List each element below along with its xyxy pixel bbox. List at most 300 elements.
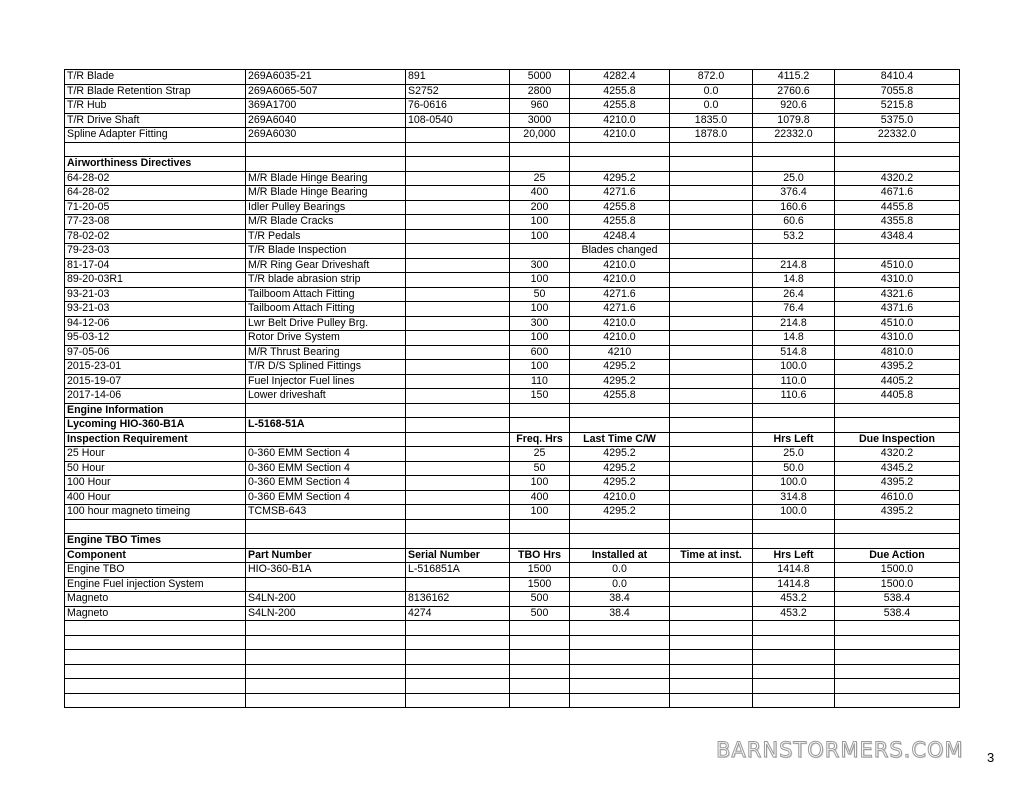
table-row (65, 360, 960, 375)
table-cell (753, 650, 835, 665)
table-cell: S2752 (406, 84, 510, 99)
table-cell: 97-05-06 (65, 345, 246, 360)
table-cell (510, 693, 570, 708)
table-cell: 300 (510, 316, 570, 331)
table-cell: Engine TBO Times (65, 534, 246, 549)
table-cell (65, 679, 246, 694)
table-cell: 4320.2 (835, 171, 960, 186)
table-cell: 4255.8 (570, 99, 670, 114)
table-cell (753, 679, 835, 694)
table-cell: 108-0540 (406, 113, 510, 128)
table-cell: Serial Number (406, 548, 510, 563)
table-row (65, 606, 960, 621)
table-cell: 8410.4 (835, 70, 960, 85)
table-cell (406, 635, 510, 650)
table-cell: 0-360 EMM Section 4 (246, 461, 406, 476)
table-cell (670, 258, 753, 273)
table-cell: 4255.8 (570, 84, 670, 99)
table-cell: 1500 (510, 563, 570, 578)
table-cell: 1414.8 (753, 577, 835, 592)
table-cell (510, 650, 570, 665)
table-cell: 160.6 (753, 200, 835, 215)
table-cell (406, 389, 510, 404)
table-cell (406, 186, 510, 201)
table-cell (570, 142, 670, 157)
table-cell (835, 693, 960, 708)
table-cell: 93-21-03 (65, 302, 246, 317)
table-cell: 94-12-06 (65, 316, 246, 331)
table-cell: Part Number (246, 548, 406, 563)
table-cell (406, 418, 510, 433)
table-cell: 269A6040 (246, 113, 406, 128)
table-cell (570, 519, 670, 534)
table-cell: 4295.2 (570, 374, 670, 389)
table-cell (753, 693, 835, 708)
table-cell (406, 461, 510, 476)
table-cell (406, 287, 510, 302)
table-cell: 14.8 (753, 331, 835, 346)
table-cell (570, 621, 670, 636)
table-cell: L-5168-51A (246, 418, 406, 433)
table-cell (406, 519, 510, 534)
table-cell: 4310.0 (835, 331, 960, 346)
table-cell: 4210.0 (570, 113, 670, 128)
table-cell: T/R Blade (65, 70, 246, 85)
table-cell (753, 635, 835, 650)
table-row (65, 418, 960, 433)
table-cell (570, 635, 670, 650)
table-cell (406, 664, 510, 679)
table-cell (753, 664, 835, 679)
table-cell: 3000 (510, 113, 570, 128)
table-cell (246, 650, 406, 665)
table-cell: 81-17-04 (65, 258, 246, 273)
table-row (65, 505, 960, 520)
table-cell (835, 157, 960, 172)
table-cell: Engine Fuel injection System (65, 577, 246, 592)
table-cell (670, 534, 753, 549)
table-cell: 269A6035-21 (246, 70, 406, 85)
table-cell: Freq. Hrs (510, 432, 570, 447)
table-cell: 514.8 (753, 345, 835, 360)
table-cell: 538.4 (835, 606, 960, 621)
table-cell: 4115.2 (753, 70, 835, 85)
table-cell: 100 (510, 360, 570, 375)
table-cell: 2015-23-01 (65, 360, 246, 375)
table-cell: Idler Pulley Bearings (246, 200, 406, 215)
watermark-text: BARNSTORMERS.COM (716, 738, 964, 762)
table-cell: 500 (510, 592, 570, 607)
table-cell: T/R Blade Retention Strap (65, 84, 246, 99)
table-cell: 50 Hour (65, 461, 246, 476)
table-cell: 376.4 (753, 186, 835, 201)
table-cell: 872.0 (670, 70, 753, 85)
table-cell (406, 215, 510, 230)
table-cell: 4295.2 (570, 360, 670, 375)
table-row (65, 447, 960, 462)
table-cell: 269A6030 (246, 128, 406, 143)
table-cell: Inspection Requirement (65, 432, 246, 447)
table-cell: 4210.0 (570, 258, 670, 273)
table-cell: 4274 (406, 606, 510, 621)
table-cell (670, 606, 753, 621)
table-cell (835, 534, 960, 549)
table-cell (670, 432, 753, 447)
table-cell (406, 345, 510, 360)
table-cell: Due Inspection (835, 432, 960, 447)
table-cell: 50.0 (753, 461, 835, 476)
table-cell (670, 374, 753, 389)
table-cell: 4271.6 (570, 186, 670, 201)
table-cell (406, 621, 510, 636)
table-row (65, 519, 960, 534)
table-cell: Lycoming HIO-360-B1A (65, 418, 246, 433)
table-row (65, 374, 960, 389)
table-cell (670, 635, 753, 650)
table-cell: 14.8 (753, 273, 835, 288)
table-cell (835, 403, 960, 418)
table-cell (406, 244, 510, 259)
table-cell: T/R Blade Inspection (246, 244, 406, 259)
table-cell (65, 142, 246, 157)
table-cell: 110 (510, 374, 570, 389)
table-cell: 2800 (510, 84, 570, 99)
table-cell (670, 650, 753, 665)
table-cell: 4321.6 (835, 287, 960, 302)
table-cell: 71-20-05 (65, 200, 246, 215)
table-cell (510, 621, 570, 636)
table-cell: 25.0 (753, 171, 835, 186)
table-cell: Spline Adapter Fitting (65, 128, 246, 143)
table-cell: Time at inst. (670, 548, 753, 563)
table-cell (65, 650, 246, 665)
table-cell: 25 Hour (65, 447, 246, 462)
table-cell (570, 157, 670, 172)
table-cell (510, 635, 570, 650)
table-cell: 25 (510, 447, 570, 462)
table-row (65, 592, 960, 607)
table-row (65, 215, 960, 230)
table-cell (406, 693, 510, 708)
table-cell: 4255.8 (570, 389, 670, 404)
table-cell: Component (65, 548, 246, 563)
table-cell (670, 461, 753, 476)
table-cell (570, 664, 670, 679)
table-cell (835, 418, 960, 433)
table-cell: 4671.6 (835, 186, 960, 201)
table-cell: 22332.0 (753, 128, 835, 143)
table-cell: 0.0 (670, 99, 753, 114)
table-cell: 4210.0 (570, 331, 670, 346)
table-cell: 4295.2 (570, 171, 670, 186)
table-cell: Tailboom Attach Fitting (246, 287, 406, 302)
table-row (65, 70, 960, 85)
table-cell (835, 664, 960, 679)
table-cell: 100 (510, 331, 570, 346)
table-cell (753, 621, 835, 636)
table-cell (406, 258, 510, 273)
table-row (65, 635, 960, 650)
table-cell: Last Time C/W (570, 432, 670, 447)
table-cell: 8136162 (406, 592, 510, 607)
table-cell: 4210.0 (570, 128, 670, 143)
table-cell (406, 360, 510, 375)
table-cell (406, 534, 510, 549)
table-row (65, 157, 960, 172)
table-cell: Fuel Injector Fuel lines (246, 374, 406, 389)
table-cell: 0-360 EMM Section 4 (246, 476, 406, 491)
table-cell: Rotor Drive System (246, 331, 406, 346)
table-cell: 920.6 (753, 99, 835, 114)
table-row (65, 258, 960, 273)
table-cell: 2760.6 (753, 84, 835, 99)
table-row (65, 287, 960, 302)
table-cell (246, 519, 406, 534)
table-cell: 50 (510, 287, 570, 302)
table-cell (835, 679, 960, 694)
table-cell (670, 418, 753, 433)
table-cell: 4510.0 (835, 258, 960, 273)
table-row (65, 316, 960, 331)
table-cell: 4395.2 (835, 360, 960, 375)
table-row (65, 548, 960, 563)
table-cell: 77-23-08 (65, 215, 246, 230)
table-cell: 5215.8 (835, 99, 960, 114)
table-cell (246, 403, 406, 418)
table-cell: 64-28-02 (65, 186, 246, 201)
table-cell (753, 244, 835, 259)
table-cell (753, 157, 835, 172)
table-cell (753, 418, 835, 433)
table-cell (570, 650, 670, 665)
table-cell: 150 (510, 389, 570, 404)
table-cell (65, 635, 246, 650)
table-cell (753, 403, 835, 418)
table-row (65, 664, 960, 679)
table-cell (670, 287, 753, 302)
table-cell: 538.4 (835, 592, 960, 607)
table-cell: 0-360 EMM Section 4 (246, 490, 406, 505)
table-cell: 100 (510, 505, 570, 520)
table-cell (670, 447, 753, 462)
table-row (65, 142, 960, 157)
table-cell: 4455.8 (835, 200, 960, 215)
table-cell: 4271.6 (570, 302, 670, 317)
table-cell (246, 621, 406, 636)
table-cell: 100 (510, 476, 570, 491)
table-cell: 300 (510, 258, 570, 273)
table-row (65, 490, 960, 505)
table-cell: Hrs Left (753, 548, 835, 563)
table-cell: 400 (510, 186, 570, 201)
table-cell: 100 Hour (65, 476, 246, 491)
table-cell: M/R Thrust Bearing (246, 345, 406, 360)
table-cell (65, 664, 246, 679)
table-cell (835, 519, 960, 534)
table-row (65, 244, 960, 259)
table-row (65, 273, 960, 288)
table-row (65, 345, 960, 360)
table-cell: 38.4 (570, 592, 670, 607)
table-cell: 0-360 EMM Section 4 (246, 447, 406, 462)
table-row (65, 186, 960, 201)
table-cell (406, 273, 510, 288)
table-cell: 500 (510, 606, 570, 621)
table-cell (510, 664, 570, 679)
table-row (65, 302, 960, 317)
table-cell: 53.2 (753, 229, 835, 244)
table-cell (246, 693, 406, 708)
table-row (65, 200, 960, 215)
table-cell: 0.0 (570, 577, 670, 592)
table-cell (406, 316, 510, 331)
table-cell: 1500 (510, 577, 570, 592)
table-cell (570, 693, 670, 708)
table-cell: S4LN-200 (246, 606, 406, 621)
table-cell: 110.6 (753, 389, 835, 404)
table-cell (510, 679, 570, 694)
table-row (65, 679, 960, 694)
table-cell: TBO Hrs (510, 548, 570, 563)
table-cell: 2017-14-06 (65, 389, 246, 404)
table-cell (406, 128, 510, 143)
table-row (65, 171, 960, 186)
table-cell: 1414.8 (753, 563, 835, 578)
table-row (65, 113, 960, 128)
table-cell: 1079.8 (753, 113, 835, 128)
table-cell (753, 519, 835, 534)
table-cell (670, 505, 753, 520)
table-cell: 79-23-03 (65, 244, 246, 259)
table-cell: T/R Hub (65, 99, 246, 114)
table-cell (406, 200, 510, 215)
table-cell (246, 142, 406, 157)
table-cell (670, 345, 753, 360)
table-row (65, 331, 960, 346)
table-cell (670, 200, 753, 215)
table-cell (406, 157, 510, 172)
table-cell: 200 (510, 200, 570, 215)
table-cell: 100 (510, 229, 570, 244)
table-cell (246, 534, 406, 549)
table-cell: 1835.0 (670, 113, 753, 128)
table-cell: 400 (510, 490, 570, 505)
table-cell: T/R D/S Splined Fittings (246, 360, 406, 375)
table-cell (570, 534, 670, 549)
table-cell: M/R Ring Gear Driveshaft (246, 258, 406, 273)
table-cell (510, 534, 570, 549)
table-cell: Due Action (835, 548, 960, 563)
table-cell: Tailboom Attach Fitting (246, 302, 406, 317)
table-cell (570, 679, 670, 694)
table-cell (670, 563, 753, 578)
table-cell: 25 (510, 171, 570, 186)
page-number: 3 (987, 750, 995, 765)
table-row (65, 534, 960, 549)
table-cell: 4210.0 (570, 316, 670, 331)
table-cell: L-516851A (406, 563, 510, 578)
table-cell (670, 186, 753, 201)
table-row (65, 403, 960, 418)
table-cell (406, 447, 510, 462)
table-cell (670, 316, 753, 331)
table-cell: 2015-19-07 (65, 374, 246, 389)
table-cell (246, 577, 406, 592)
table-cell: 4210.0 (570, 273, 670, 288)
table-cell: 93-21-03 (65, 287, 246, 302)
table-row (65, 621, 960, 636)
table-cell (835, 650, 960, 665)
table-cell (406, 403, 510, 418)
table-cell (570, 403, 670, 418)
table-cell (406, 302, 510, 317)
table-cell (406, 374, 510, 389)
table-cell (670, 215, 753, 230)
table-cell: 4295.2 (570, 505, 670, 520)
table-cell: 100 hour magneto timeing (65, 505, 246, 520)
table-cell: 4320.2 (835, 447, 960, 462)
table-cell (510, 519, 570, 534)
table-cell: 25.0 (753, 447, 835, 462)
table-cell: 20,000 (510, 128, 570, 143)
table-cell (670, 389, 753, 404)
table-cell: 100.0 (753, 476, 835, 491)
table-row (65, 84, 960, 99)
table-cell (753, 142, 835, 157)
table-cell: 214.8 (753, 258, 835, 273)
table-cell (835, 635, 960, 650)
table-cell: 4610.0 (835, 490, 960, 505)
table-cell (670, 621, 753, 636)
table-cell: 89-20-03R1 (65, 273, 246, 288)
table-cell: T/R Pedals (246, 229, 406, 244)
table-cell (670, 360, 753, 375)
table-cell: 600 (510, 345, 570, 360)
table-cell: Magneto (65, 592, 246, 607)
maintenance-status-table (64, 69, 960, 708)
table-cell: Engine TBO (65, 563, 246, 578)
table-cell: 4255.8 (570, 215, 670, 230)
table-cell: 4405.2 (835, 374, 960, 389)
table-cell (246, 157, 406, 172)
table-cell: 5375.0 (835, 113, 960, 128)
table-row (65, 389, 960, 404)
table-cell: 1500.0 (835, 563, 960, 578)
table-cell (670, 577, 753, 592)
table-row (65, 461, 960, 476)
table-cell: 4345.2 (835, 461, 960, 476)
table-cell (406, 142, 510, 157)
table-cell (670, 244, 753, 259)
table-cell: HIO-360-B1A (246, 563, 406, 578)
table-cell (570, 418, 670, 433)
table-cell: 5000 (510, 70, 570, 85)
table-cell (670, 273, 753, 288)
table-cell: 4810.0 (835, 345, 960, 360)
table-cell: 4371.6 (835, 302, 960, 317)
table-cell (406, 432, 510, 447)
table-cell: 26.4 (753, 287, 835, 302)
table-cell (670, 519, 753, 534)
table-cell: 76-0616 (406, 99, 510, 114)
table-cell (246, 664, 406, 679)
table-row (65, 650, 960, 665)
table-cell (753, 534, 835, 549)
table-cell (670, 302, 753, 317)
table-cell: M/R Blade Hinge Bearing (246, 186, 406, 201)
table-cell: 314.8 (753, 490, 835, 505)
table-cell: 4282.4 (570, 70, 670, 85)
